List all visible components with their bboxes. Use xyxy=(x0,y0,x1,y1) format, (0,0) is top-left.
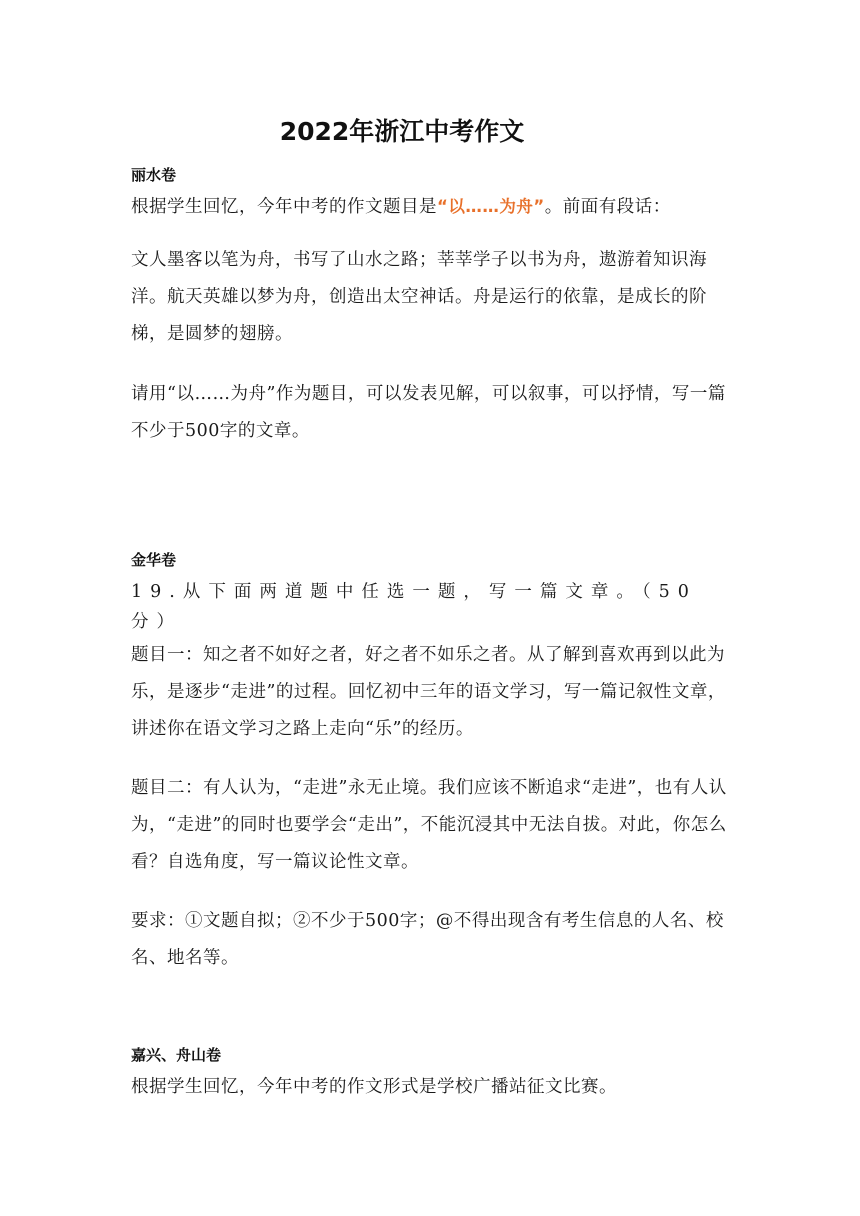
document-title: 2022年浙江中考作文 xyxy=(279,117,525,146)
lishui-intro-highlight: “以……为舟” xyxy=(437,197,545,216)
section-heading-jinhua: 金华卷 xyxy=(131,551,177,569)
jinhua-topic1: 题目一：知之者不如好之者，好之者不如乐之者。从了解到喜欢再到以此为乐，是逐步“走进”的过程。回忆初中三年的语文学习，写一篇记叙性文章，讲述你在语文学习之路上走向“乐”的经历。 xyxy=(131,645,726,739)
jinhua-question: 19.从下面两道题中任选一题，写一篇文章。（50分） xyxy=(131,582,697,632)
section-heading-lishui: 丽水卷 xyxy=(131,166,177,184)
section-jinhua xyxy=(131,550,731,977)
section-heading-jiaxing: 嘉兴、舟山卷 xyxy=(131,1046,222,1064)
lishui-intro-before: 根据学生回忆，今年中考的作文题目是 xyxy=(131,197,437,217)
jinhua-topic2: 题目二：有人认为，“走进”永无止境。我们应该不断追求“走进”，也有人认为，“走进”的同时也要学会“走出”，不能沉浸其中无法自拔。对此，你怎么看？自选角度，写一篇议论性文章。 xyxy=(131,778,727,872)
lishui-intro xyxy=(131,192,731,222)
lishui-instruction: 请用“以……为舟”作为题目，可以发表见解，可以叙事，可以抒情，写一篇不少于500字的文章。 xyxy=(131,384,726,441)
lishui-intro-after: 。前面有段话： xyxy=(544,197,671,217)
lishui-passage: 文人墨客以笔为舟，书写了山水之路；莘莘学子以书为舟，遨游着知识海洋。航天英雄以梦为舟，创造出太空神话。舟是运行的依靠，是成长的阶梯，是圆梦的翅膀。 xyxy=(131,250,707,344)
jinhua-requirements: 要求：①文题自拟；②不少于500字；@不得出现含有考生信息的人名、校名、地名等。 xyxy=(131,911,724,968)
jiaxing-intro: 根据学生回忆，今年中考的作文形式是学校广播站征文比赛。 xyxy=(131,1077,617,1097)
section-jiaxing xyxy=(131,1045,731,1102)
section-lishui xyxy=(131,165,731,450)
